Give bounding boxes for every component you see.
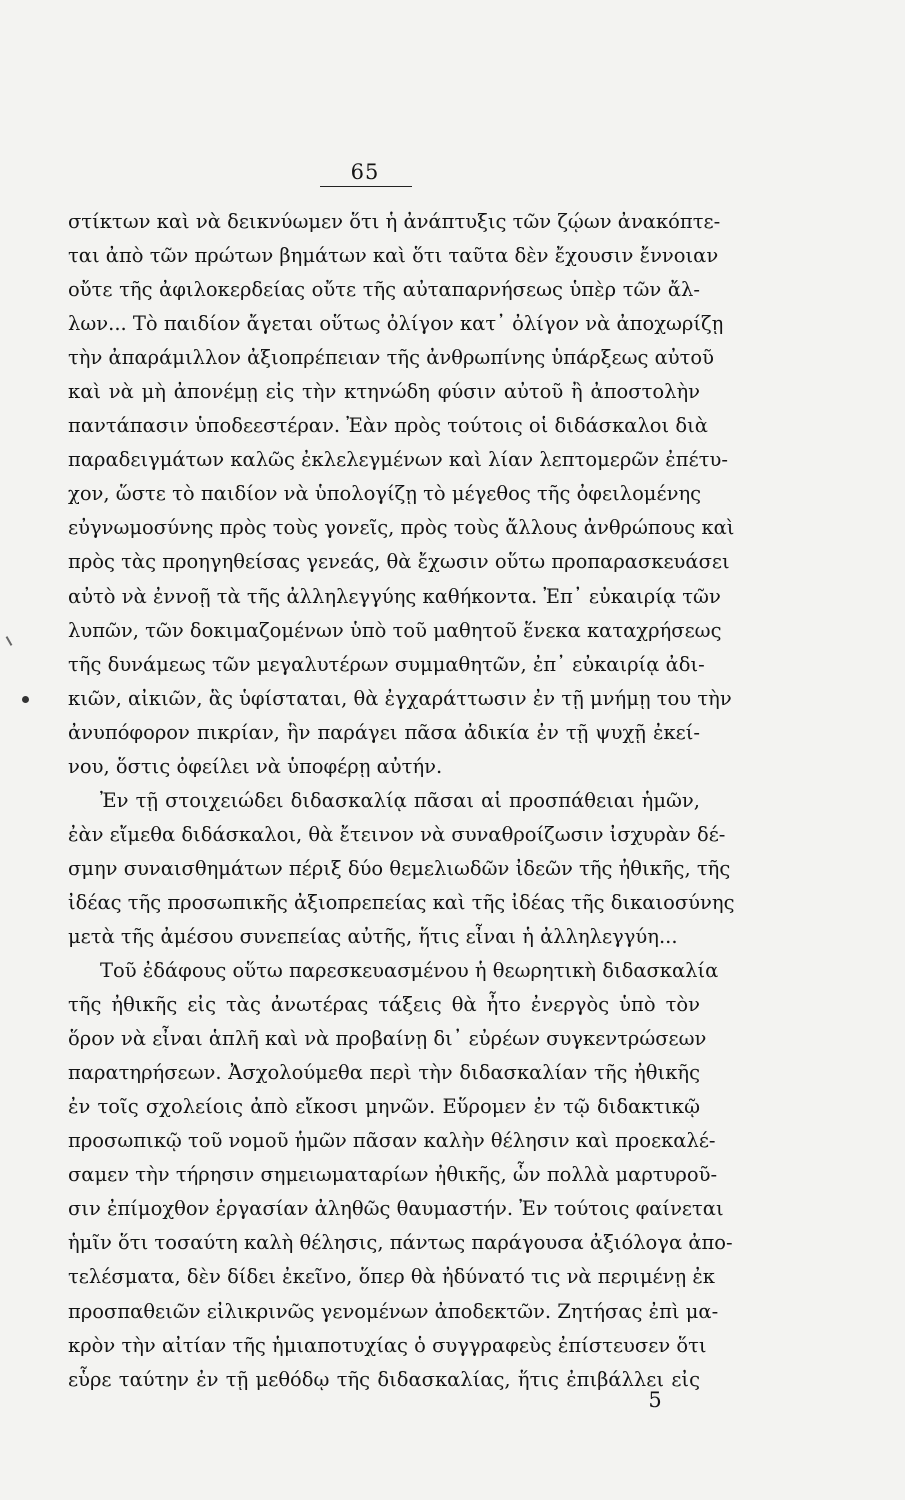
text-line: σμην συναισθημάτων πέριξ δύο θεμελιωδῶν ἰδεῶν τῆς ἠθικῆς, τῆς [68, 856, 731, 880]
text-line: σαμεν τὴν τήρησιν σημειωματαρίων ἠθικῆς, ὧν πολλὰ μαρτυροῦ- [68, 1163, 718, 1187]
text-line: παρατηρήσεων. Ἀσχολούμεθα περὶ τὴν διδασκαλίαν τῆς ἠθικῆς [68, 1061, 700, 1085]
text-line: ὅρον νὰ εἶναι ἁπλῆ καὶ νὰ προβαίνῃ δι᾽ εὐρέων συγκεντρώσεων [68, 1027, 707, 1051]
text-line: ἐν τοῖς σχολείοις ἀπὸ εἴκοσι μηνῶν. Εὕρομεν ἐν τῷ διδακτικῷ [68, 1095, 700, 1119]
text-line: οὔτε τῆς ἀφιλοκερδείας οὔτε τῆς αὐταπαρνήσεως ὑπὲρ τῶν ἄλ- [68, 278, 700, 302]
text-line: εὗρε ταύτην ἐν τῇ μεθόδῳ τῆς διδασκαλίας, ἥτις ἐπιβάλλει εἰς [68, 1367, 700, 1391]
text-line: κιῶν, αἰκιῶν, ἃς ὑφίσταται, θὰ ἐγχαράττωσιν ἐν τῇ μνήμῃ του τὴν [68, 686, 732, 710]
text-line: προσωπικῷ τοῦ νομοῦ ἡμῶν πᾶσαν καλὴν θέλησιν καὶ προεκαλέ- [68, 1129, 716, 1153]
text-line: καὶ νὰ μὴ ἀπονέμῃ εἰς τὴν κτηνώδη φύσιν αὐτοῦ ἢ ἀποστολὴν [68, 380, 700, 404]
text-line: μετὰ τῆς ἀμέσου συνεπείας αὐτῆς, ἥτις εἶναι ἡ ἀλληλεγγύη... [68, 924, 678, 948]
text-line: εὐγνωμοσύνης πρὸς τοὺς γονεῖς, πρὸς τοὺς ἄλλους ἀνθρώπους καὶ [68, 516, 735, 540]
text-line: προσπαθειῶν εἰλικρινῶς γενομένων ἀποδεκτῶν. Ζητήσας ἐπὶ μα- [68, 1299, 719, 1323]
text-line: τὴν ἀπαράμιλλον ἀξιοπρέπειαν τῆς ἀνθρωπίνης ὑπάρξεως αὐτοῦ [68, 346, 715, 370]
text-line: νου, ὅστις ὀφείλει νὰ ὑποφέρῃ αὐτήν. [68, 754, 443, 778]
text-line: κρὸν τὴν αἰτίαν τῆς ἡμιαποτυχίας ὁ συγγραφεὺς ἐπίστευσεν ὅτι [68, 1333, 707, 1357]
page-number-rule [320, 186, 412, 187]
text-line: παντάπασιν ὑποδεεστέραν. Ἐὰν πρὸς τούτοις οἱ διδάσκαλοι διὰ [68, 414, 708, 438]
signature-mark: 5 [648, 1388, 662, 1412]
text-line: λυπῶν, τῶν δοκιμαζομένων ὑπὸ τοῦ μαθητοῦ ἕνεκα καταχρήσεως [68, 618, 722, 642]
paragraph-start-line: Ἐν τῇ στοιχειώδει διδασκαλίᾳ πᾶσαι αἱ προσπάθειαι ἡμῶν, [100, 788, 700, 812]
text-line: ἰδέας τῆς προσωπικῆς ἀξιοπρεπείας καὶ τῆς ἰδέας τῆς δικαιοσύνης [68, 890, 735, 914]
text-line: στίκτων καὶ νὰ δεικνύωμεν ὅτι ἡ ἀνάπτυξις τῶν ζῴων ἀνακόπτε- [68, 210, 721, 233]
text-line: τελέσματα, δὲν δίδει ἐκεῖνο, ὅπερ θὰ ἠδύνατό τις νὰ περιμένῃ ἐκ [68, 1265, 715, 1289]
text-line: πρὸς τὰς προηγηθείσας γενεάς, θὰ ἔχωσιν οὕτω προπαρασκευάσει [68, 550, 730, 574]
text-line: τῆς ἠθικῆς εἰς τὰς ἀνωτέρας τάξεις θὰ ἦτο ἐνεργὸς ὑπὸ τὸν [68, 993, 700, 1017]
paragraph-start-line: Τοῦ ἐδάφους οὕτω παρεσκευασμένου ἡ θεωρητικὴ διδασκαλία [100, 959, 719, 983]
text-line: τῆς δυνάμεως τῶν μεγαλυτέρων συμμαθητῶν, ἐπ᾽ εὐκαιρίᾳ ἀδι- [68, 652, 705, 676]
text-line: ται ἀπὸ τῶν πρώτων βημάτων καὶ ὅτι ταῦτα δὲν ἔχουσιν ἔννοιαν [68, 244, 719, 268]
margin-mark [6, 636, 13, 646]
text-line: παραδειγμάτων καλῶς ἐκλελεγμένων καὶ λίαν λεπτομερῶν ἐπέτυ- [68, 448, 728, 472]
text-line: χον, ὥστε τὸ παιδίον νὰ ὑπολογίζῃ τὸ μέγεθος τῆς ὀφειλομένης [68, 482, 702, 506]
text-line: λων... Τὸ παιδίον ἄγεται οὕτως ὀλίγον κατ᾽ ὀλίγον νὰ ἀποχωρίζῃ [68, 312, 724, 336]
page-number: 65 [350, 160, 380, 184]
text-line: ἀνυπόφορον πικρίαν, ἣν παράγει πᾶσα ἀδικία ἐν τῇ ψυχῇ ἐκεί- [68, 720, 700, 744]
text-line: σιν ἐπίμοχθον ἐργασίαν ἀληθῶς θαυμαστήν. Ἐν τούτοις φαίνεται [68, 1197, 724, 1221]
text-line: ἡμῖν ὅτι τοσαύτη καλὴ θέλησις, πάντως παράγουσα ἀξιόλογα ἀπο- [68, 1231, 733, 1255]
body-text [68, 205, 735, 1397]
margin-dot [22, 696, 29, 703]
text-line: ἐὰν εἴμεθα διδάσκαλοι, θὰ ἔτεινον νὰ συναθροίζωσιν ἰσχυρὰν δέ- [68, 822, 726, 846]
text-line: αὐτὸ νὰ ἐννοῇ τὰ τῆς ἀλληλεγγύης καθήκοντα. Ἐπ᾽ εὐκαιρίᾳ τῶν [68, 584, 721, 608]
